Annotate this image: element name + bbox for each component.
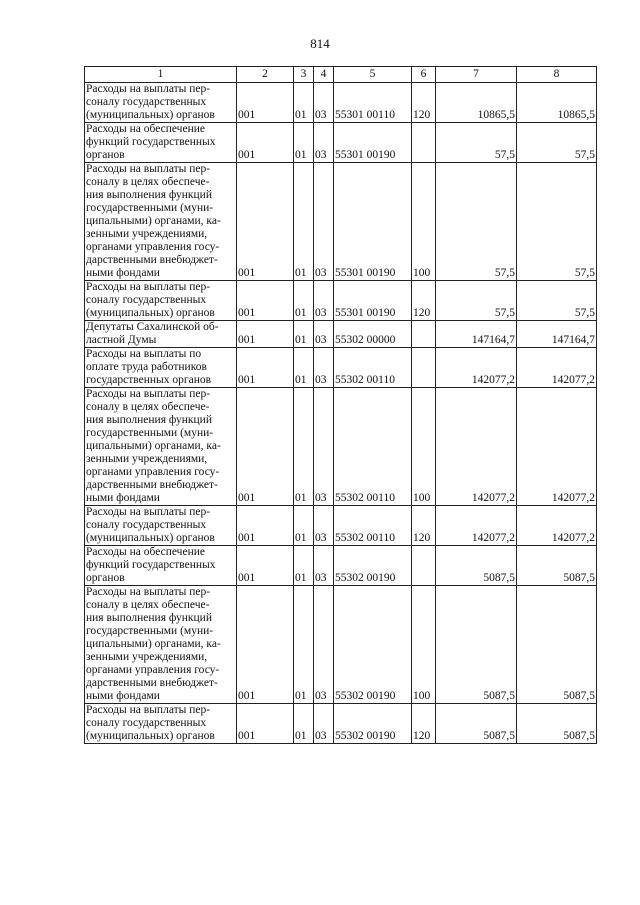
row-rz-cell: 01 (294, 83, 314, 123)
row-csr-cell: 55301 00190 (334, 123, 412, 163)
row-ved-cell: 001 (237, 123, 294, 163)
row-sum-2024-cell: 5087,5 (436, 546, 517, 586)
row-vr-cell: 100 (412, 163, 436, 281)
row-name-cell: Расходы на выплаты пер- соналу государственных (муниципальных) органов (85, 506, 237, 546)
row-csr-cell: 55301 00190 (334, 163, 412, 281)
row-sum-2024-cell: 142077,2 (436, 506, 517, 546)
row-ved-cell: 001 (237, 704, 294, 744)
column-header: 2 (237, 67, 294, 83)
row-csr-cell: 55302 00110 (334, 348, 412, 388)
column-header: 1 (85, 67, 237, 83)
row-rz-cell: 01 (294, 123, 314, 163)
row-name-cell: Расходы на выплаты пер- соналу в целях обеспече- ния выполнения функций государственными (муни- ципальными) органами, ка- зенными учреждениями, органами управления госу- дарственными внебюджет- ными фондами (85, 163, 237, 281)
row-csr-cell: 55302 00000 (334, 321, 412, 348)
row-ved-cell: 001 (237, 163, 294, 281)
row-sum-2024-cell: 57,5 (436, 123, 517, 163)
table-row (85, 163, 597, 281)
row-name-cell: Расходы на выплаты по оплате труда работников государственных органов (85, 348, 237, 388)
header-row (85, 67, 597, 83)
column-header: 5 (334, 67, 412, 83)
row-rz-cell: 01 (294, 546, 314, 586)
row-name-cell: Расходы на выплаты пер- соналу в целях обеспече- ния выполнения функций государственными (муни- ципальными) органами, ка- зенными учреждениями, органами управления госу- дарственными внебюджет- ными фондами (85, 586, 237, 704)
row-rz-cell: 01 (294, 586, 314, 704)
row-vr-cell (412, 348, 436, 388)
table-row (85, 388, 597, 506)
row-csr-cell: 55302 00190 (334, 704, 412, 744)
row-csr-cell: 55301 00110 (334, 83, 412, 123)
column-header: 4 (314, 67, 334, 83)
column-header: 6 (412, 67, 436, 83)
row-rz-cell: 01 (294, 506, 314, 546)
page-number: 814 (310, 36, 330, 51)
row-sum-2025-cell: 5087,5 (517, 704, 597, 744)
row-pr-cell: 03 (314, 388, 334, 506)
column-header: 8 (517, 67, 597, 83)
row-sum-2024-cell: 10865,5 (436, 83, 517, 123)
row-csr-cell: 55301 00190 (334, 281, 412, 321)
row-ved-cell: 001 (237, 586, 294, 704)
row-csr-cell: 55302 00110 (334, 506, 412, 546)
row-pr-cell: 03 (314, 281, 334, 321)
row-ved-cell: 001 (237, 321, 294, 348)
row-sum-2025-cell: 142077,2 (517, 348, 597, 388)
row-sum-2025-cell: 5087,5 (517, 586, 597, 704)
row-rz-cell: 01 (294, 281, 314, 321)
row-pr-cell: 03 (314, 348, 334, 388)
row-ved-cell: 001 (237, 83, 294, 123)
row-pr-cell: 03 (314, 704, 334, 744)
row-rz-cell: 01 (294, 388, 314, 506)
row-ved-cell: 001 (237, 281, 294, 321)
row-rz-cell: 01 (294, 704, 314, 744)
table-row (85, 506, 597, 546)
row-sum-2025-cell: 57,5 (517, 123, 597, 163)
row-sum-2024-cell: 5087,5 (436, 704, 517, 744)
table-row (85, 348, 597, 388)
row-sum-2025-cell: 10865,5 (517, 83, 597, 123)
row-name-cell: Расходы на выплаты пер- соналу в целях обеспече- ния выполнения функций государственными (муни- ципальными) органами, ка- зенными учреждениями, органами управления госу- дарственными внебюджет- ными фондами (85, 388, 237, 506)
row-name-cell: Расходы на обеспечение функций государственных органов (85, 123, 237, 163)
table-row (85, 586, 597, 704)
row-vr-cell: 120 (412, 83, 436, 123)
row-sum-2024-cell: 57,5 (436, 163, 517, 281)
row-pr-cell: 03 (314, 546, 334, 586)
row-ved-cell: 001 (237, 388, 294, 506)
row-name-cell: Расходы на выплаты пер- соналу государственных (муниципальных) органов (85, 281, 237, 321)
row-sum-2024-cell: 142077,2 (436, 388, 517, 506)
row-sum-2025-cell: 5087,5 (517, 546, 597, 586)
row-rz-cell: 01 (294, 163, 314, 281)
row-sum-2025-cell: 147164,7 (517, 321, 597, 348)
table-row (85, 83, 597, 123)
row-name-cell: Расходы на выплаты пер- соналу государственных (муниципальных) органов (85, 704, 237, 744)
table-row (85, 123, 597, 163)
row-ved-cell: 001 (237, 546, 294, 586)
row-name-cell: Расходы на обеспечение функций государственных органов (85, 546, 237, 586)
row-sum-2024-cell: 57,5 (436, 281, 517, 321)
column-header: 7 (436, 67, 517, 83)
row-ved-cell: 001 (237, 506, 294, 546)
row-csr-cell: 55302 00190 (334, 546, 412, 586)
row-sum-2025-cell: 57,5 (517, 163, 597, 281)
budget-table (84, 66, 597, 744)
row-vr-cell: 100 (412, 586, 436, 704)
row-csr-cell: 55302 00190 (334, 586, 412, 704)
row-ved-cell: 001 (237, 348, 294, 388)
row-pr-cell: 03 (314, 123, 334, 163)
row-sum-2025-cell: 142077,2 (517, 506, 597, 546)
row-vr-cell: 100 (412, 388, 436, 506)
row-pr-cell: 03 (314, 506, 334, 546)
row-sum-2025-cell: 142077,2 (517, 388, 597, 506)
row-sum-2024-cell: 147164,7 (436, 321, 517, 348)
row-pr-cell: 03 (314, 586, 334, 704)
row-pr-cell: 03 (314, 83, 334, 123)
table-row (85, 704, 597, 744)
row-rz-cell: 01 (294, 321, 314, 348)
row-rz-cell: 01 (294, 348, 314, 388)
row-vr-cell: 120 (412, 506, 436, 546)
row-vr-cell: 120 (412, 704, 436, 744)
row-vr-cell (412, 546, 436, 586)
row-vr-cell (412, 321, 436, 348)
table-row (85, 546, 597, 586)
table-row (85, 281, 597, 321)
row-name-cell: Расходы на выплаты пер- соналу государственных (муниципальных) органов (85, 83, 237, 123)
table-row (85, 321, 597, 348)
row-sum-2024-cell: 5087,5 (436, 586, 517, 704)
row-name-cell: Депутаты Сахалинской об- ластной Думы (85, 321, 237, 348)
row-vr-cell: 120 (412, 281, 436, 321)
row-pr-cell: 03 (314, 163, 334, 281)
row-pr-cell: 03 (314, 321, 334, 348)
row-sum-2025-cell: 57,5 (517, 281, 597, 321)
row-vr-cell (412, 123, 436, 163)
row-csr-cell: 55302 00110 (334, 388, 412, 506)
row-sum-2024-cell: 142077,2 (436, 348, 517, 388)
column-header: 3 (294, 67, 314, 83)
